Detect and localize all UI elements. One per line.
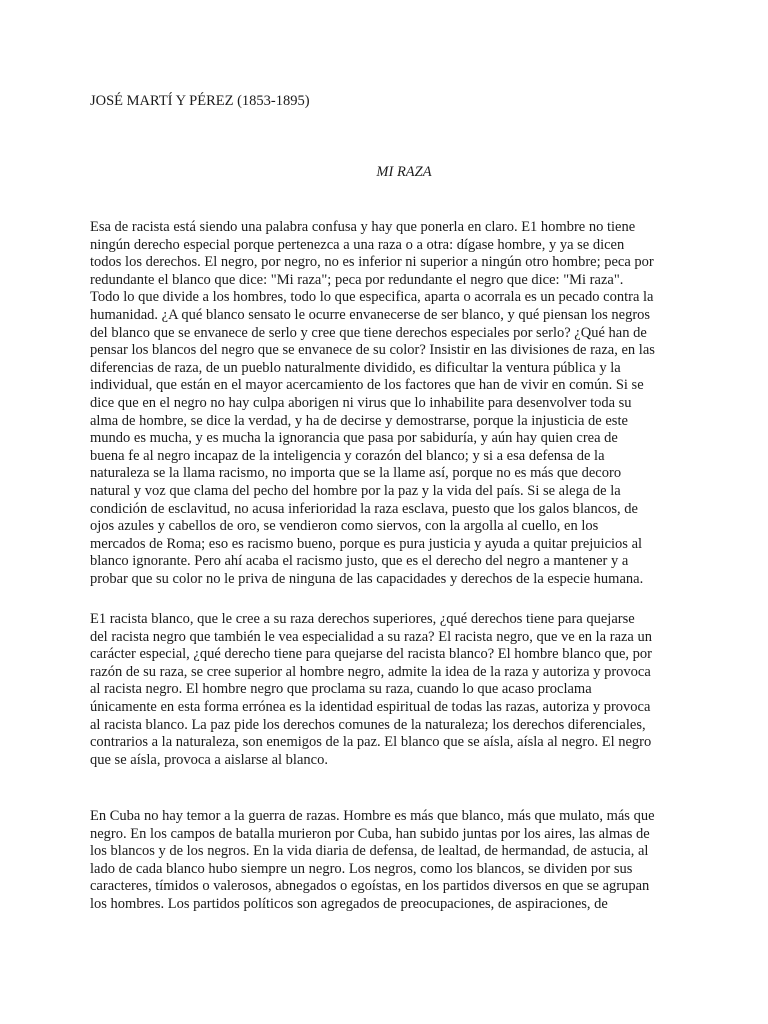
- text-line: buena fe al negro incapaz de la inteligencia y corazón del blanco; y si a esa defensa de la: [90, 447, 605, 464]
- text-line: alma de hombre, se dice la verdad, y ha de decirse y demostrarse, porque la injusticia de este: [90, 412, 628, 429]
- text-line: contrarios a la naturaleza, son enemigos de la paz. El blanco que se aísla, aísla al negro. El negro: [90, 734, 652, 751]
- text-line: blanco ignorante. Pero ahí acaba el racismo justo, que es el derecho del negro a mantener y a: [90, 553, 629, 570]
- text-line: individual, que están en el mayor acercamiento de los factores que han de vivir en común. Si se: [90, 377, 644, 394]
- text-line: humanidad. ¿A qué blanco sensato le ocurre envanecerse de ser blanco, y qué piensan los negros: [90, 306, 651, 323]
- text-line: los blancos y de los negros. En la vida diaria de defensa, de lealtad, de hermandad, de astucia, al: [90, 843, 649, 860]
- text-line: E1 racista blanco, que le cree a su raza derechos superiores, ¿qué derechos tiene para quejarse: [90, 611, 635, 627]
- text-line: condición de esclavitud, no acusa inferioridad la raza esclava, puesto que los galos blancos, de: [90, 500, 638, 517]
- text-line: carácter especial, ¿qué derecho tiene para quejarse del racista blanco? El hombre blanco que, por: [90, 646, 652, 663]
- text-line: lado de cada blanco hubo siempre un negro. Los negros, como los blancos, se dividen por sus: [90, 860, 633, 877]
- text-line: ningún derecho especial porque pertenezca a una raza o a otra: dígase hombre, y ya se dicen: [90, 236, 625, 253]
- text-line: que se aísla, provoca a aislarse al blanco.: [90, 751, 328, 768]
- text-line: todos los derechos. El negro, por negro, no es inferior ni superior a ningún otro hombre; peca por: [90, 254, 654, 271]
- text-line: dice que en el negro no hay culpa aborigen ni virus que lo inhabilite para desenvolver toda su: [90, 394, 632, 411]
- text-line: únicamente en esta forma errónea es la identidad espiritual de todas las razas, autoriza y provoca: [90, 698, 651, 715]
- text-line: probar que su color no le priva de ninguna de las capacidades y derechos de la especie humana.: [90, 570, 644, 587]
- text-line: del blanco que se envanece de serlo y cree que tiene derechos especiales por serlo? ¿Qué han de: [90, 324, 647, 341]
- document-title: MI RAZA: [376, 164, 432, 180]
- text-line: redundante el blanco que dice: "Mi raza"; peca por redundante el negro que dice: "Mi raza".: [90, 271, 624, 288]
- text-line: caracteres, tímidos o valerosos, abnegados o egoístas, en los partidos diversos en que se agrupan: [90, 878, 650, 895]
- paragraph: [90, 808, 682, 914]
- author-heading: JOSÉ MARTÍ Y PÉREZ (1853-1895): [90, 93, 310, 109]
- text-line: diferencias de raza, de un pueblo naturalmente dividido, es dificultar la ventura pública y la: [90, 359, 621, 376]
- text-line: pensar los blancos del negro que se envanece de su color? Insistir en las divisiones de raza, en las: [90, 342, 655, 359]
- text-line: En Cuba no hay temor a la guerra de razas. Hombre es más que blanco, más que mulato, más que: [90, 808, 655, 824]
- text-line: naturaleza se la llama racismo, no importa que se la llame así, porque no es más que decoro: [90, 465, 622, 482]
- text-line: ojos azules y cabellos de oro, se vendieron como siervos, con la argolla al cuello, en los: [90, 518, 599, 535]
- text-line: Todo lo que divide a los hombres, todo lo que especifica, aparta o acorrala es un pecado contra la: [90, 289, 654, 306]
- text-line: razón de su raza, se cree superior al hombre negro, admite la idea de la raza y autoriza y provoca: [90, 663, 651, 680]
- text-line: del racista negro que también le vea especialidad a su raza? El racista negro, que ve en la raza un: [90, 628, 652, 645]
- text-line: los hombres. Los partidos políticos son agregados de preocupaciones, de aspiraciones, de: [90, 895, 608, 912]
- text-line: Esa de racista está siendo una palabra confusa y hay que ponerla en claro. E1 hombre no tiene: [90, 219, 636, 235]
- text-line: mercados de Roma; eso es racismo bueno, porque es pura justicia y ayuda a quitar prejuicios al: [90, 535, 643, 552]
- text-line: al racista blanco. La paz pide los derechos comunes de la naturaleza; los derechos diferenciales,: [90, 716, 646, 733]
- paragraph: [90, 611, 682, 769]
- text-line: al racista negro. El hombre negro que proclama su raza, cuando lo que acaso proclama: [90, 681, 592, 698]
- text-line: natural y voz que clama del pecho del hombre por la paz y la vida del país. Si se alega de la: [90, 482, 621, 499]
- text-line: mundo es mucha, y es mucha la ignorancia que pasa por sabiduría, y aún hay quien crea de: [90, 430, 618, 447]
- text-line: negro. En los campos de batalla murieron por Cuba, han subido juntas por los aires, las almas de: [90, 825, 650, 842]
- paragraph: [90, 219, 682, 588]
